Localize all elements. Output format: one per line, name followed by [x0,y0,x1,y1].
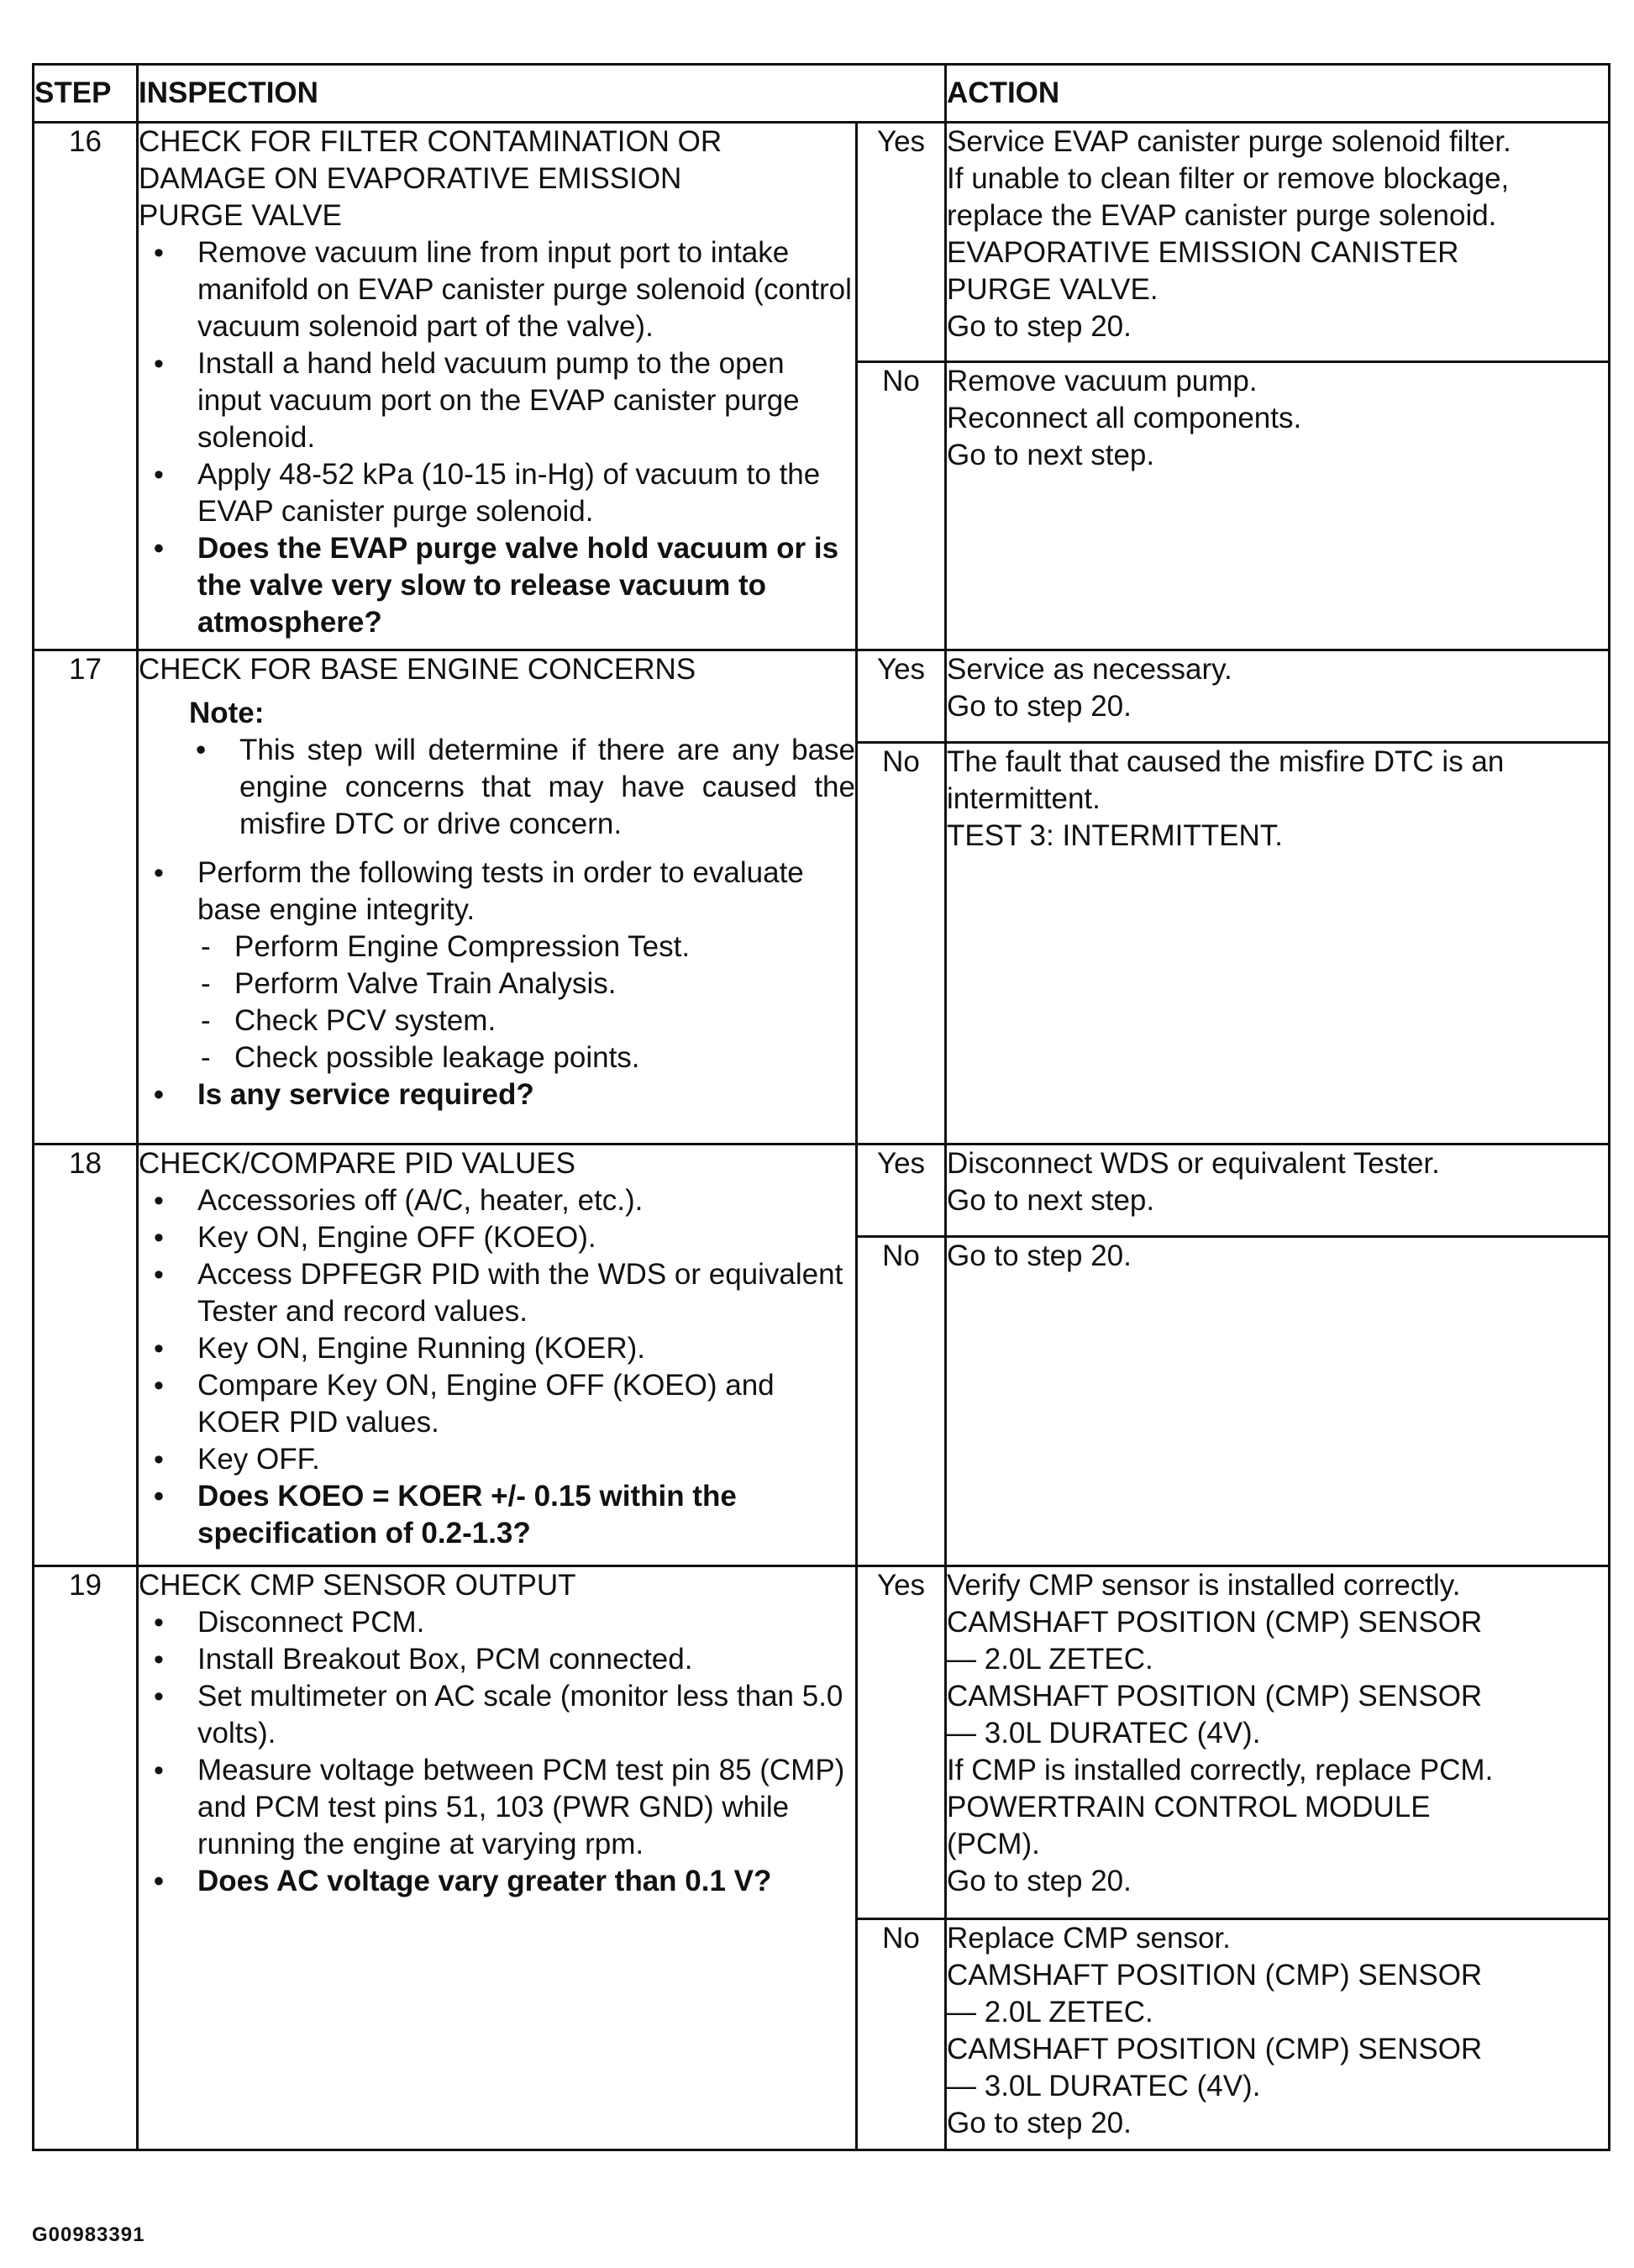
action-line: TEST 3: INTERMITTENT. [947,819,1283,852]
step-title: CHECK/COMPARE PID VALUES [139,1147,575,1180]
sub-item: - Check PCV system. [197,1002,855,1039]
no-action [946,362,1610,650]
note-list [189,732,855,843]
action-line: CAMSHAFT POSITION (CMP) SENSOR [947,2033,1483,2065]
step-title: CHECK FOR FILTER CONTAMINATION OR DAMAGE ON EVAPORATIVE EMISSION PURGE VALVE [139,125,722,232]
step-number: 16 [34,123,138,650]
inspection-bullets [139,1604,855,1900]
step-title: CHECK FOR BASE ENGINE CONCERNS [139,653,696,686]
action-line: — 3.0L DURATEC (4V). [947,2070,1261,2102]
inspection-bullet: • Compare Key ON, Engine OFF (KOEO) and KOER PID values. [139,1367,855,1441]
inspection-bullet: • Accessories off (A/C, heater, etc.). [139,1182,855,1219]
action-line: CAMSHAFT POSITION (CMP) SENSOR [947,1606,1483,1639]
action-line: Go to step 20. [947,2107,1132,2139]
action-line: intermittent. [947,782,1101,815]
yes-label: Yes [857,123,946,362]
action-column-header: ACTION [946,65,1610,123]
inspection-bullet: • Remove vacuum line from input port to intake manifold on EVAP canister purge solenoid (control vacuum solenoid part of the valve). [139,234,855,345]
sub-item: - Perform Engine Compression Test. [197,929,855,966]
yes-action [946,1145,1610,1237]
inspection-question: • Is any service required? [139,1076,855,1113]
yes-label: Yes [857,1145,946,1237]
no-label: No [857,1919,946,2150]
no-label: No [857,743,946,1145]
no-label: No [857,1237,946,1566]
step-title: CHECK CMP SENSOR OUTPUT [139,1569,576,1602]
action-line: If unable to clean filter or remove blockage, [947,162,1510,195]
step-17-yes-row [34,650,1610,743]
step-number: 18 [34,1145,138,1566]
inspection-bullets [139,1182,855,1552]
figure-code: G00983391 [32,2223,145,2246]
action-line: The fault that caused the misfire DTC is an [947,745,1505,778]
no-action [946,1919,1610,2150]
note-label: Note: [189,697,265,729]
step-number: 17 [34,650,138,1145]
action-line: CAMSHAFT POSITION (CMP) SENSOR [947,1959,1483,1992]
step-number: 19 [34,1566,138,2150]
step-19-yes-row [34,1566,1610,1919]
yes-action [946,1566,1610,1919]
step-inspection [138,1145,857,1566]
inspection-bullets [139,855,855,1113]
action-line: Reconnect all components. [947,402,1302,434]
action-line: Disconnect WDS or equivalent Tester. [947,1147,1440,1180]
sub-items [197,929,855,1076]
bullet-text: Perform the following tests in order to evaluate base engine integrity. [197,856,804,926]
action-line: EVAPORATIVE EMISSION CANISTER [947,236,1459,269]
inspection-bullets [139,234,855,641]
step-16-yes-row [34,123,1610,362]
action-line: — 3.0L DURATEC (4V). [947,1717,1261,1750]
action-line: Replace CMP sensor. [947,1922,1231,1955]
inspection-bullet: • Disconnect PCM. [139,1604,855,1641]
inspection-question: • Does AC voltage vary greater than 0.1 V? [139,1863,855,1900]
action-line: POWERTRAIN CONTROL MODULE [947,1791,1431,1823]
header-row [34,65,1610,123]
action-line: Go to next step. [947,439,1155,471]
step-18-yes-row [34,1145,1610,1237]
no-label: No [857,362,946,650]
inspection-question: • Does the EVAP purge valve hold vacuum or is the valve very slow to release vacuum to atmosphere? [139,530,855,641]
sub-item: - Perform Valve Train Analysis. [197,966,855,1002]
action-line: Go to step 20. [947,310,1132,343]
action-line: Go to step 20. [947,1239,1132,1272]
inspection-bullet: • Measure voltage between PCM test pin 85 (CMP) and PCM test pins 51, 103 (PWR GND) while running the engine at varying rpm. [139,1752,855,1863]
step-inspection [138,1566,857,2150]
action-line: PURGE VALVE. [947,273,1159,306]
yes-label: Yes [857,1566,946,1919]
action-line: Service EVAP canister purge solenoid filter. [947,125,1511,158]
yes-action [946,650,1610,743]
action-line: Go to next step. [947,1184,1155,1217]
action-line: Go to step 20. [947,1865,1132,1897]
sub-item: - Check possible leakage points. [197,1039,855,1076]
inspection-bullet [139,855,855,1076]
no-action [946,743,1610,1145]
action-line: Verify CMP sensor is installed correctly. [947,1569,1461,1602]
action-line: CAMSHAFT POSITION (CMP) SENSOR [947,1680,1483,1713]
action-line: — 2.0L ZETEC. [947,1996,1153,2029]
action-line: Service as necessary. [947,653,1232,686]
step-column-header: STEP [34,65,138,123]
step-inspection [138,123,857,650]
note-block [139,695,855,843]
inspection-bullet: • Key OFF. [139,1441,855,1478]
inspection-column-header: INSPECTION [138,65,946,123]
step-inspection [138,650,857,1145]
action-line: If CMP is installed correctly, replace PCM. [947,1754,1494,1787]
action-line: Go to step 20. [947,690,1132,723]
action-line: Remove vacuum pump. [947,365,1258,397]
inspection-bullet: • Key ON, Engine Running (KOER). [139,1330,855,1367]
inspection-question: • Does KOEO = KOER +/- 0.15 within the specification of 0.2-1.3? [139,1478,855,1552]
no-action [946,1237,1610,1566]
diagnostic-table [32,63,1610,2151]
action-line: — 2.0L ZETEC. [947,1643,1153,1676]
action-line: replace the EVAP canister purge solenoid. [947,199,1497,232]
inspection-bullet: • Apply 48-52 kPa (10-15 in-Hg) of vacuum to the EVAP canister purge solenoid. [139,456,855,530]
yes-action [946,123,1610,362]
note-text: • This step will determine if there are any base engine concerns that may have caused the misfire DTC or drive concern. [189,732,855,843]
action-line: (PCM). [947,1828,1040,1860]
inspection-bullet: • Install a hand held vacuum pump to the open input vacuum port on the EVAP canister purge solenoid. [139,345,855,456]
inspection-bullet: • Set multimeter on AC scale (monitor less than 5.0 volts). [139,1678,855,1752]
inspection-bullet: • Access DPFEGR PID with the WDS or equivalent Tester and record values. [139,1256,855,1330]
yes-label: Yes [857,650,946,743]
inspection-bullet: • Install Breakout Box, PCM connected. [139,1641,855,1678]
inspection-bullet: • Key ON, Engine OFF (KOEO). [139,1219,855,1256]
